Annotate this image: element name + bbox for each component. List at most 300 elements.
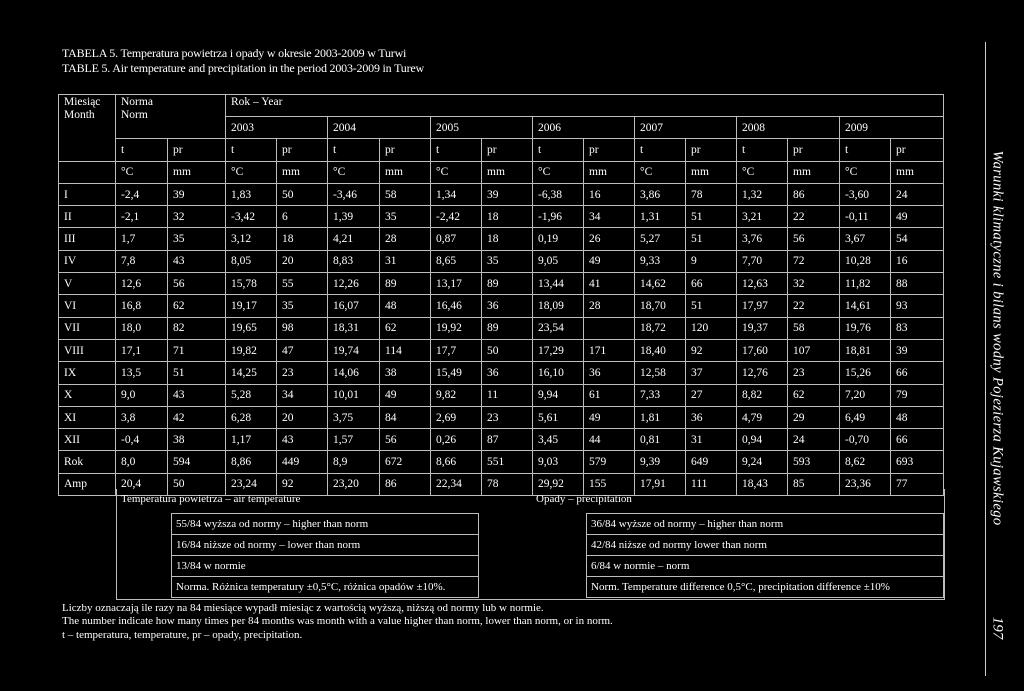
table-cell: 93 — [891, 295, 944, 317]
table-cell: 56 — [380, 429, 431, 451]
table-cell: 18,0 — [116, 317, 168, 339]
table-cell: 0,94 — [737, 429, 788, 451]
table-cell: 12,6 — [116, 273, 168, 295]
row-label: IV — [59, 250, 116, 272]
table-cell: 35 — [482, 250, 533, 272]
table-cell: 36 — [482, 295, 533, 317]
table-row — [59, 250, 944, 272]
table-cell: 19,74 — [328, 339, 380, 361]
table-row — [59, 362, 944, 384]
table-cell: 120 — [686, 317, 737, 339]
caption-en: TABLE 5. Air temperature and precipitation in the period 2003-2009 in Turew — [62, 60, 424, 75]
table-cell: 50 — [277, 183, 328, 205]
pr-header: pr — [584, 139, 635, 161]
year-header: 2007 — [635, 117, 737, 139]
legend-precip-higher: 36/84 wyższe od normy – higher than norm — [586, 513, 944, 535]
table-cell: 54 — [891, 228, 944, 250]
footnote-line: t – temperatura, temperature, pr – opady, precipitation. — [62, 628, 303, 641]
legend-precip-lower: 42/84 niższe od normy lower than norm — [586, 534, 944, 556]
table-cell: 24 — [788, 429, 840, 451]
table-row — [59, 384, 944, 406]
table-cell: 0,26 — [431, 429, 482, 451]
table-cell: 12,76 — [737, 362, 788, 384]
table-cell: 2,69 — [431, 406, 482, 428]
table-cell: 62 — [788, 384, 840, 406]
table-cell: 34 — [584, 206, 635, 228]
pr-header: pr — [277, 139, 328, 161]
table-cell: 7,8 — [116, 250, 168, 272]
table-cell: 51 — [686, 228, 737, 250]
table-cell: 56 — [168, 273, 226, 295]
t-header: t — [533, 139, 584, 161]
table-cell: 8,82 — [737, 384, 788, 406]
table-cell: 18,81 — [840, 339, 891, 361]
table-cell: 9,24 — [737, 451, 788, 473]
table-cell: 1,83 — [226, 183, 277, 205]
unit-t: °C — [116, 161, 168, 183]
table-cell: 17,1 — [116, 339, 168, 361]
table-row — [59, 429, 944, 451]
footnote-line: Liczby oznaczają ile razy na 84 miesiące wypadł miesiąc z wartością wyższą, niższą od normy lub w normie. — [62, 602, 544, 614]
table-cell: 9 — [686, 250, 737, 272]
norm-header: Norma Norm — [116, 95, 226, 139]
table-row — [59, 406, 944, 428]
table-cell: 26 — [584, 228, 635, 250]
year-header: 2004 — [328, 117, 431, 139]
table-cell: 1,81 — [635, 406, 686, 428]
table-cell: 32 — [168, 206, 226, 228]
table-row — [59, 183, 944, 205]
table-cell: 6,49 — [840, 406, 891, 428]
pr-header: pr — [686, 139, 737, 161]
table-cell: 83 — [891, 317, 944, 339]
table-cell: 7,33 — [635, 384, 686, 406]
table-cell: 23 — [482, 406, 533, 428]
table-row — [59, 339, 944, 361]
table-cell: 48 — [891, 406, 944, 428]
table-cell: 24 — [891, 183, 944, 205]
table-cell: 35 — [380, 206, 431, 228]
table-cell: 12,58 — [635, 362, 686, 384]
table-cell: 35 — [277, 295, 328, 317]
table-cell: 41 — [584, 273, 635, 295]
table-cell: 77 — [891, 473, 944, 495]
unit-t: °C — [840, 161, 891, 183]
table-row — [59, 451, 944, 473]
table-cell: 86 — [380, 473, 431, 495]
table-cell: 13,44 — [533, 273, 584, 295]
table-cell: 23 — [788, 362, 840, 384]
row-label: VIII — [59, 339, 116, 361]
table-cell: 8,62 — [840, 451, 891, 473]
table-cell: 44 — [584, 429, 635, 451]
table-cell: 66 — [891, 362, 944, 384]
table-cell: 8,65 — [431, 250, 482, 272]
table-cell: 19,17 — [226, 295, 277, 317]
unit-pr: mm — [584, 161, 635, 183]
table-cell: 18,43 — [737, 473, 788, 495]
table-cell: -1,96 — [533, 206, 584, 228]
table-cell: 11 — [482, 384, 533, 406]
table-cell: 10,28 — [840, 250, 891, 272]
table-cell: 4,21 — [328, 228, 380, 250]
table-cell: 20,4 — [116, 473, 168, 495]
table-cell: 23,24 — [226, 473, 277, 495]
table-cell: 49 — [584, 250, 635, 272]
legend-temp-norm-def: Norma. Różnica temperatury ±0,5°C, różnica opadów ±10%. — [171, 576, 479, 598]
t-header: t — [737, 139, 788, 161]
table-caption — [62, 46, 424, 75]
table-cell: 50 — [482, 339, 533, 361]
row-label: II — [59, 206, 116, 228]
table-cell: 19,65 — [226, 317, 277, 339]
table-cell: 18,09 — [533, 295, 584, 317]
row-label: XI — [59, 406, 116, 428]
table-cell: 23,36 — [840, 473, 891, 495]
table-cell: -0,11 — [840, 206, 891, 228]
table-cell: 36 — [584, 362, 635, 384]
header-row-units — [59, 161, 944, 183]
table-cell: 9,39 — [635, 451, 686, 473]
unit-t: °C — [226, 161, 277, 183]
table-cell: 12,26 — [328, 273, 380, 295]
table-cell: 7,20 — [840, 384, 891, 406]
t-header: t — [635, 139, 686, 161]
unit-t: °C — [328, 161, 380, 183]
table-row — [59, 206, 944, 228]
table-cell: 9,82 — [431, 384, 482, 406]
t-header: t — [328, 139, 380, 161]
pr-header: pr — [788, 139, 840, 161]
pr-header: pr — [380, 139, 431, 161]
pr-header: pr — [168, 139, 226, 161]
table-cell: 3,86 — [635, 183, 686, 205]
rok-year-header: Rok – Year — [226, 95, 944, 117]
table-cell: 34 — [277, 384, 328, 406]
table-cell: 14,25 — [226, 362, 277, 384]
table-cell: 61 — [584, 384, 635, 406]
table-cell: 89 — [380, 273, 431, 295]
table-cell: 1,31 — [635, 206, 686, 228]
table-cell: 1,7 — [116, 228, 168, 250]
table-cell: 0,81 — [635, 429, 686, 451]
table-cell: 62 — [380, 317, 431, 339]
table-cell: 72 — [788, 250, 840, 272]
table-cell: 8,9 — [328, 451, 380, 473]
table-cell: -3,46 — [328, 183, 380, 205]
table-cell: 71 — [168, 339, 226, 361]
table-cell: 17,29 — [533, 339, 584, 361]
row-label: VII — [59, 317, 116, 339]
table-cell: -2,4 — [116, 183, 168, 205]
table-cell: 8,0 — [116, 451, 168, 473]
legend-temp-lower: 16/84 niższe od normy – lower than norm — [171, 534, 479, 556]
table-cell: 9,94 — [533, 384, 584, 406]
table-cell: 9,0 — [116, 384, 168, 406]
legend-temp-higher: 55/84 wyższa od normy – higher than norm — [171, 513, 479, 535]
table-cell: 89 — [482, 273, 533, 295]
table-cell: 51 — [686, 206, 737, 228]
table-cell: 4,79 — [737, 406, 788, 428]
table-cell: 78 — [686, 183, 737, 205]
table-cell: 14,62 — [635, 273, 686, 295]
table-cell: 47 — [277, 339, 328, 361]
row-label: X — [59, 384, 116, 406]
table-cell: 23 — [277, 362, 328, 384]
table-cell: 9,03 — [533, 451, 584, 473]
table-cell: 85 — [788, 473, 840, 495]
table-cell: 43 — [168, 384, 226, 406]
table-cell: 82 — [168, 317, 226, 339]
data-table — [58, 94, 944, 496]
unit-pr: mm — [686, 161, 737, 183]
table-cell: -0,70 — [840, 429, 891, 451]
table-cell: 17,97 — [737, 295, 788, 317]
table-cell: 50 — [168, 473, 226, 495]
table-cell: 29,92 — [533, 473, 584, 495]
table-cell: 23,54 — [533, 317, 584, 339]
table-cell: 5,27 — [635, 228, 686, 250]
row-label: V — [59, 273, 116, 295]
table-cell: 8,05 — [226, 250, 277, 272]
table-cell: 593 — [788, 451, 840, 473]
table-cell: 38 — [380, 362, 431, 384]
table-cell: 55 — [277, 273, 328, 295]
row-label: I — [59, 183, 116, 205]
table-cell: 31 — [686, 429, 737, 451]
table-cell: 16,8 — [116, 295, 168, 317]
unit-pr: mm — [168, 161, 226, 183]
table-cell: 79 — [891, 384, 944, 406]
table-cell: 17,7 — [431, 339, 482, 361]
row-label: III — [59, 228, 116, 250]
table-cell: 58 — [380, 183, 431, 205]
legend-temp-norm: 13/84 w normie — [171, 555, 479, 577]
table-cell: 1,34 — [431, 183, 482, 205]
table-cell: 15,78 — [226, 273, 277, 295]
table-cell: 37 — [686, 362, 737, 384]
running-head: Warunki klimatyczne i bilans wodny Pojezierza Kujawskiego — [989, 150, 1006, 526]
table-cell: 48 — [380, 295, 431, 317]
table-cell: 5,28 — [226, 384, 277, 406]
t-header: t — [116, 139, 168, 161]
table-cell: 0,19 — [533, 228, 584, 250]
table-cell: 16 — [891, 250, 944, 272]
table-cell: 107 — [788, 339, 840, 361]
table-cell: 1,39 — [328, 206, 380, 228]
table-cell: 14,61 — [840, 295, 891, 317]
table-cell: 36 — [482, 362, 533, 384]
table-cell: 449 — [277, 451, 328, 473]
table-cell: 11,82 — [840, 273, 891, 295]
table-cell: -0,4 — [116, 429, 168, 451]
header-row-years — [59, 95, 944, 117]
t-header: t — [840, 139, 891, 161]
table-cell: 62 — [168, 295, 226, 317]
month-header: Miesiąc Month — [59, 95, 116, 162]
table-cell: 1,17 — [226, 429, 277, 451]
table-cell: 6,28 — [226, 406, 277, 428]
table-cell: 28 — [584, 295, 635, 317]
table-cell: 8,83 — [328, 250, 380, 272]
row-label: VI — [59, 295, 116, 317]
t-header: t — [226, 139, 277, 161]
table-cell: 89 — [482, 317, 533, 339]
table-cell: 13,17 — [431, 273, 482, 295]
table-cell: 66 — [686, 273, 737, 295]
table-cell: 49 — [891, 206, 944, 228]
table-cell: 3,75 — [328, 406, 380, 428]
table-cell: 171 — [584, 339, 635, 361]
table-cell: 42 — [168, 406, 226, 428]
legend-precip-title: Opady – precipitation — [536, 493, 632, 505]
year-header: 2009 — [840, 117, 944, 139]
table-cell: 18 — [277, 228, 328, 250]
table-cell: 66 — [891, 429, 944, 451]
table-row — [59, 273, 944, 295]
page-number: 197 — [989, 616, 1006, 640]
table-cell: 19,82 — [226, 339, 277, 361]
table-cell: 9,05 — [533, 250, 584, 272]
table-cell: 27 — [686, 384, 737, 406]
table-cell: 19,37 — [737, 317, 788, 339]
row-label: XII — [59, 429, 116, 451]
legend-precip-norm: 6/84 w normie – norm — [586, 555, 944, 577]
table-row — [59, 295, 944, 317]
table-cell: -3,60 — [840, 183, 891, 205]
table-cell: 35 — [168, 228, 226, 250]
table-row — [59, 228, 944, 250]
table-cell: 3,45 — [533, 429, 584, 451]
unit-pr: mm — [380, 161, 431, 183]
table-cell: 155 — [584, 473, 635, 495]
table-cell: 594 — [168, 451, 226, 473]
pr-header: pr — [891, 139, 944, 161]
footnote-line: The number indicate how many times per 84 months was month with a value higher than norm, lower than norm, or in norm. — [62, 615, 613, 628]
table-cell: 17,91 — [635, 473, 686, 495]
table-cell — [584, 317, 635, 339]
table-cell: 92 — [277, 473, 328, 495]
row-label: IX — [59, 362, 116, 384]
table-cell: 43 — [168, 250, 226, 272]
table-cell: 84 — [380, 406, 431, 428]
table-cell: 15,26 — [840, 362, 891, 384]
table-cell: 8,66 — [431, 451, 482, 473]
table-cell: 672 — [380, 451, 431, 473]
year-header: 2003 — [226, 117, 328, 139]
table-cell: 3,76 — [737, 228, 788, 250]
table-cell: 22 — [788, 295, 840, 317]
table-cell: 18,40 — [635, 339, 686, 361]
table-cell: 3,21 — [737, 206, 788, 228]
table-cell: -2,1 — [116, 206, 168, 228]
table-cell: 8,86 — [226, 451, 277, 473]
table-cell: 14,06 — [328, 362, 380, 384]
unit-pr: mm — [277, 161, 328, 183]
table-cell: 18,70 — [635, 295, 686, 317]
table-cell: 39 — [482, 183, 533, 205]
table-cell: -2,42 — [431, 206, 482, 228]
table-cell: 5,61 — [533, 406, 584, 428]
unit-t: °C — [737, 161, 788, 183]
table-cell: 649 — [686, 451, 737, 473]
table-cell: 579 — [584, 451, 635, 473]
table-cell: -6,38 — [533, 183, 584, 205]
table-cell: 12,63 — [737, 273, 788, 295]
table-cell: 86 — [788, 183, 840, 205]
table-cell: 31 — [380, 250, 431, 272]
unit-t: °C — [635, 161, 686, 183]
row-label: Rok — [59, 451, 116, 473]
table-cell: 10,01 — [328, 384, 380, 406]
table-cell: 693 — [891, 451, 944, 473]
unit-t: °C — [431, 161, 482, 183]
table-cell: 29 — [788, 406, 840, 428]
table-cell: 1,32 — [737, 183, 788, 205]
t-header: t — [431, 139, 482, 161]
table-cell: 7,70 — [737, 250, 788, 272]
table-cell: 43 — [277, 429, 328, 451]
table-cell: 58 — [788, 317, 840, 339]
row-label: Amp — [59, 473, 116, 495]
table-row — [59, 317, 944, 339]
table-cell: 111 — [686, 473, 737, 495]
table-cell: 6 — [277, 206, 328, 228]
table-cell: 13,5 — [116, 362, 168, 384]
table-cell: 19,92 — [431, 317, 482, 339]
table-cell: 51 — [686, 295, 737, 317]
table-cell: 18,31 — [328, 317, 380, 339]
table-cell: 18,72 — [635, 317, 686, 339]
table-cell: 16,07 — [328, 295, 380, 317]
table-cell: 28 — [380, 228, 431, 250]
table-cell: 49 — [380, 384, 431, 406]
year-header: 2008 — [737, 117, 840, 139]
table-cell: 22,34 — [431, 473, 482, 495]
table-cell: 39 — [891, 339, 944, 361]
table-cell: 3,67 — [840, 228, 891, 250]
table-cell: 0,87 — [431, 228, 482, 250]
table-cell: 17,60 — [737, 339, 788, 361]
table-cell: 49 — [584, 406, 635, 428]
table-cell: 98 — [277, 317, 328, 339]
pr-header: pr — [482, 139, 533, 161]
caption-pl: TABELA 5. Temperatura powietrza i opady w okresie 2003-2009 w Turwi — [62, 46, 407, 60]
unit-t: °C — [533, 161, 584, 183]
year-header: 2005 — [431, 117, 533, 139]
table-cell: 15,49 — [431, 362, 482, 384]
table-cell: 16,46 — [431, 295, 482, 317]
table-cell: 3,12 — [226, 228, 277, 250]
footnote — [62, 602, 613, 642]
table-cell: 39 — [168, 183, 226, 205]
table-cell: 20 — [277, 250, 328, 272]
header-row-t-pr — [59, 139, 944, 161]
table-cell: 23,20 — [328, 473, 380, 495]
year-header: 2006 — [533, 117, 635, 139]
unit-pr: mm — [788, 161, 840, 183]
table-cell: 36 — [686, 406, 737, 428]
table-cell: 92 — [686, 339, 737, 361]
legend-precip-norm-def: Norm. Temperature difference 0,5°C, precipitation difference ±10% — [586, 576, 944, 598]
table-cell: 38 — [168, 429, 226, 451]
unit-pr: mm — [482, 161, 533, 183]
table-cell: 20 — [277, 406, 328, 428]
legend-temp-title: Temperatura powietrza – air temperature — [121, 493, 301, 505]
table-cell: 551 — [482, 451, 533, 473]
table-cell: 16,10 — [533, 362, 584, 384]
table-cell: 78 — [482, 473, 533, 495]
